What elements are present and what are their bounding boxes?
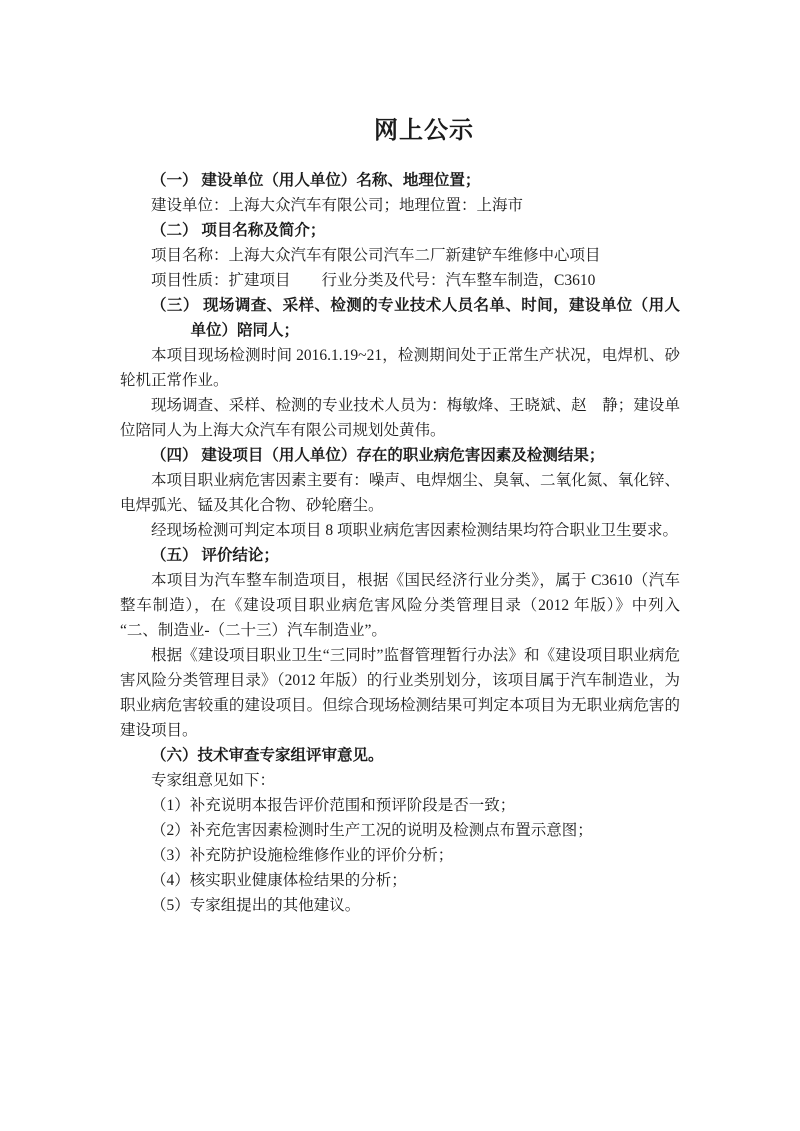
paragraph: 现场调查、采样、检测的专业技术人员为：梅敏烽、王晓斌、赵 静；建设单位陪同人为上海大众汽车有限公司规划处黄伟。 [120, 397, 680, 439]
paragraph: 根据《建设项目职业卫生“三同时”监督管理暂行办法》和《建设项目职业病危害风险分类管理目录》（2012 年版）的行业类别划分，该项目属于汽车制造业，为职业病危害较重的建设项目。但综合现场检测结果可判定本项目为无职业病危害的建设项目。 [120, 647, 680, 739]
list-item: （1）补充说明本报告评价范围和预评阶段是否一致； [151, 797, 516, 814]
page-title: 网上公示 [374, 118, 474, 144]
list-item: （4）核实职业健康体检结果的分析； [151, 872, 407, 889]
document-content [120, 115, 680, 918]
paragraph: 本项目现场检测时间 2016.1.19~21，检测期间处于正常生产状况，电焊机、砂轮机正常作业。 [120, 347, 680, 389]
section-6-heading: （六）技术审查专家组评审意见。 [151, 747, 384, 764]
paragraph: 经现场检测可判定本项目 8 项职业病危害因素检测结果均符合职业卫生要求。 [151, 522, 679, 539]
paragraph: 项目性质：扩建项目 行业分类及代号：汽车整车制造，C3610 [151, 272, 596, 289]
section-1-heading: （一） 建设单位（用人单位）名称、地理位置； [151, 172, 481, 189]
section-5-heading: （五） 评价结论； [151, 547, 279, 564]
list-item: （3）补充防护设施检维修作业的评价分析； [151, 847, 454, 864]
list-item: （2）补充危害因素检测时生产工况的说明及检测点布置示意图； [151, 822, 593, 839]
paragraph: 本项目职业病危害因素主要有：噪声、电焊烟尘、臭氧、二氧化氮、氧化锌、电焊弧光、锰及其化合物、砂轮磨尘。 [120, 472, 680, 514]
paragraph: 专家组意见如下： [151, 772, 276, 789]
section-3-heading: （三） 现场调查、采样、检测的专业技术人员名单、时间，建设单位（用人单位）陪同人； [151, 297, 680, 339]
section-4-heading: （四） 建设项目（用人单位）存在的职业病危害因素及检测结果； [151, 447, 605, 464]
section-2-heading: （二） 项目名称及简介； [151, 222, 326, 239]
list-item: （5）专家组提出的其他建议。 [151, 897, 361, 914]
paragraph: 项目名称：上海大众汽车有限公司汽车二厂新建铲车维修中心项目 [151, 247, 601, 264]
paragraph: 本项目为汽车整车制造项目，根据《国民经济行业分类》，属于 C3610（汽车整车制造），在《建设项目职业病危害风险分类管理目录（2012 年版）》中列入“二、制造业-（二十三）汽车制造业”。 [120, 572, 680, 639]
paragraph: 建设单位：上海大众汽车有限公司；地理位置：上海市 [151, 197, 524, 214]
